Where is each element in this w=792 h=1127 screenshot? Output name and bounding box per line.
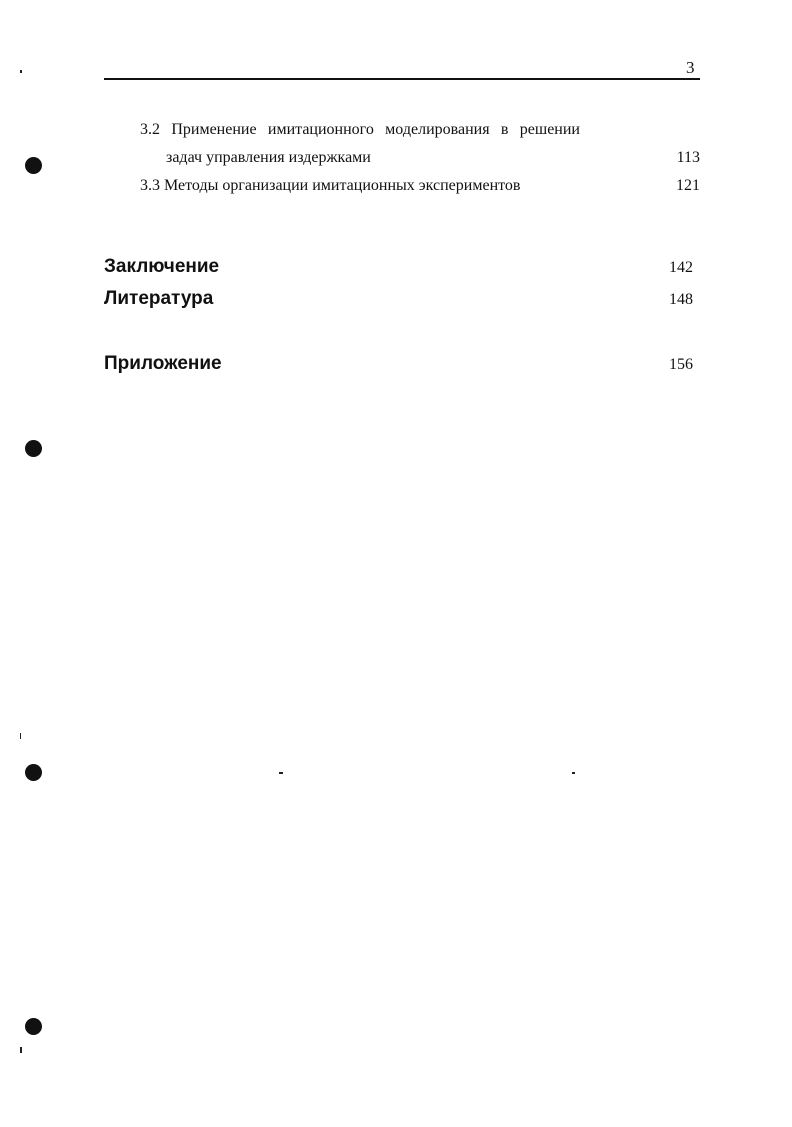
chapter-literature-title: Литература [104,288,214,309]
chapter-appendix-page: 156 [669,356,693,373]
punch-hole [25,764,42,781]
chapter-conclusion-page: 142 [669,259,693,276]
chapter-conclusion-title: Заключение [104,256,220,277]
punch-hole [25,440,42,457]
toc-entry-3-2-line1: 3.2 Применение имитационного моделирования в решении [140,121,580,138]
chapter-literature-page: 148 [669,291,693,308]
scan-speck [20,733,21,739]
punch-hole [25,1018,42,1035]
punch-hole [25,157,42,174]
toc-entry-3-3-title: 3.3 Методы организации имитационных экспериментов [140,177,521,194]
toc-entry-3-2-page: 113 [676,149,700,166]
scan-speck [279,772,283,774]
toc-entry-3-2-line2: задач управления издержками [166,149,371,166]
page-number: 3 [686,58,695,77]
chapter-appendix-title: Приложение [104,353,222,374]
scan-speck [20,70,22,73]
header-rule [104,78,700,80]
scan-speck [20,1047,22,1053]
scan-speck [572,772,575,774]
toc-entry-3-3-page: 121 [676,177,700,194]
